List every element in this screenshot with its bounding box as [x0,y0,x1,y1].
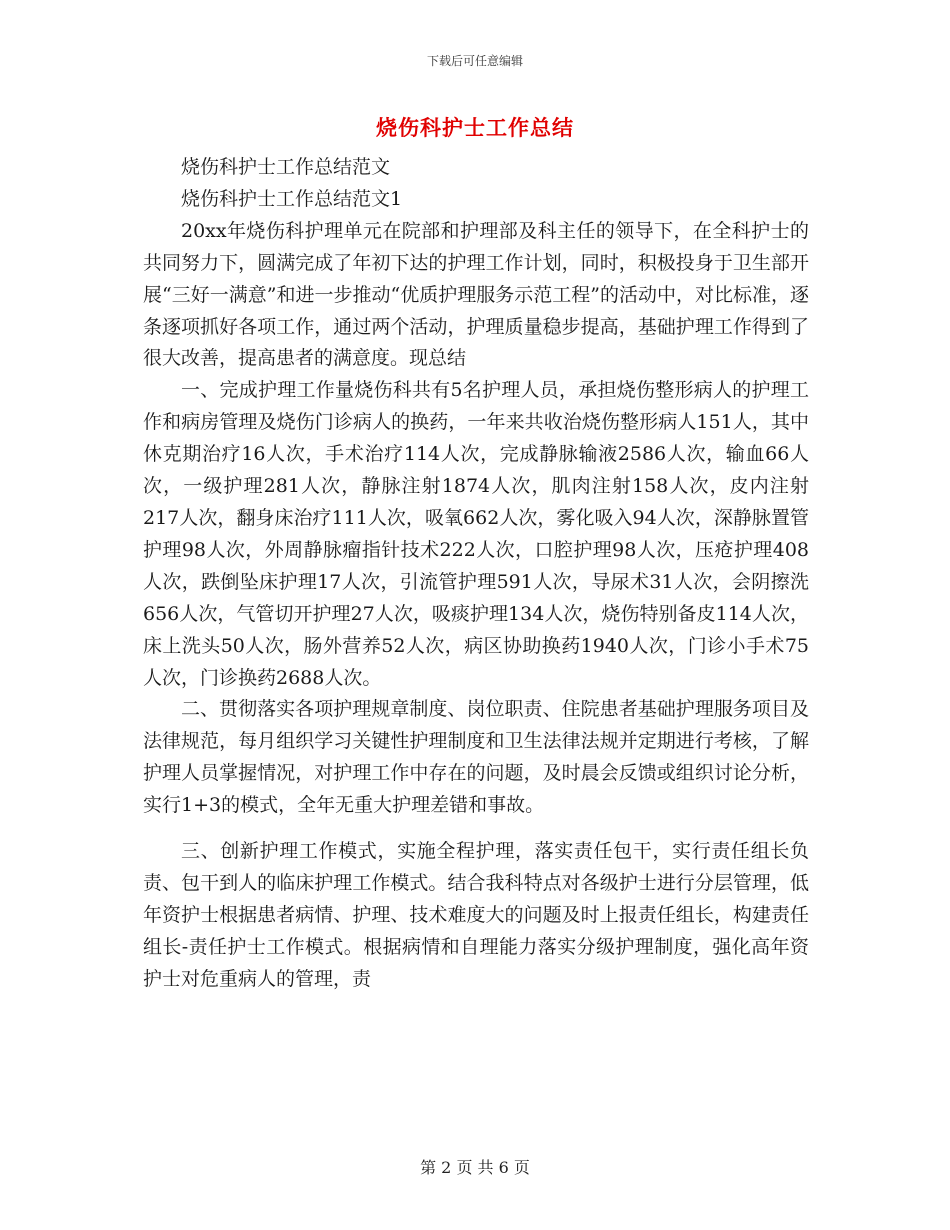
paragraph-section-3: 三、创新护理工作模式，实施全程护理，落实责任包干，实行责任组长负责、包干到人的临床护理工作模式。结合我科特点对各级护士进行分层管理，低年资护士根据患者病情、护理、技术难度大的问题及时上报责任组长，构建责任组长-责任护士工作模式。根据病情和自理能力落实分级护理制度，强化高年资护士对危重病人的管理，责 [143,840,809,990]
page-number-footer: 第 2 页 共 6 页 [420,1158,530,1177]
paragraph-subtitle: 烧伤科护士工作总结范文 [181,156,391,178]
paragraph-section-1: 一、完成护理工作量烧伤科共有5名护理人员，承担烧伤整形病人的护理工作和病房管理及烧伤门诊病人的换药，一年来共收治烧伤整形病人151人，其中休克期治疗16人次，手术治疗114人次，完成静脉输液2586人次，输血66人次，一级护理281人次，静脉注射1874人次，肌肉注射158人次，皮内注射217人次，翻身床治疗111人次，吸氧662人次，雾化吸入94人次，深静脉置管护理98人次，外周静脉瘤指针技术222人次，口腔护理98人次，压疮护理408人次，跌倒坠床护理17人次，引流管护理591人次，导尿术31人次，会阴擦洗656人次，气管切开护理27人次，吸痰护理134人次，烧伤特别备皮114人次，床上洗头50人次，肠外营养52人次，病区协助换药1940人次，门诊小手术75人次，门诊换药2688人次。 [143,379,809,689]
paragraph-subtitle-1: 烧伤科护士工作总结范文1 [181,187,403,210]
document-body [143,152,809,996]
header-note: 下载后可任意编辑 [426,54,523,68]
paragraph-intro: 20xx年烧伤科护理单元在院部和护理部及科主任的领导下，在全科护士的共同努力下，圆满完成了年初下达的护理工作计划，同时，积极投身于卫生部开展“三好一满意”和进一步推动“优质护理服务示范工程”的活动中，对比标准，逐条逐项抓好各项工作，通过两个活动，护理质量稳步提高，基础护理工作得到了很大改善，提高患者的满意度。现总结 [143,219,809,370]
paragraph-section-2: 二、贯彻落实各项护理规章制度、岗位职责、住院患者基础护理服务项目及法律规范，每月组织学习关键性护理制度和卫生法律法规并定期进行考核，了解护理人员掌握情况，对护理工作中存在的问题，及时晨会反馈或组织讨论分析，实行1+3的模式，全年无重大护理差错和事故。 [143,698,809,817]
document-title: 烧伤科护士工作总结 [376,115,574,140]
